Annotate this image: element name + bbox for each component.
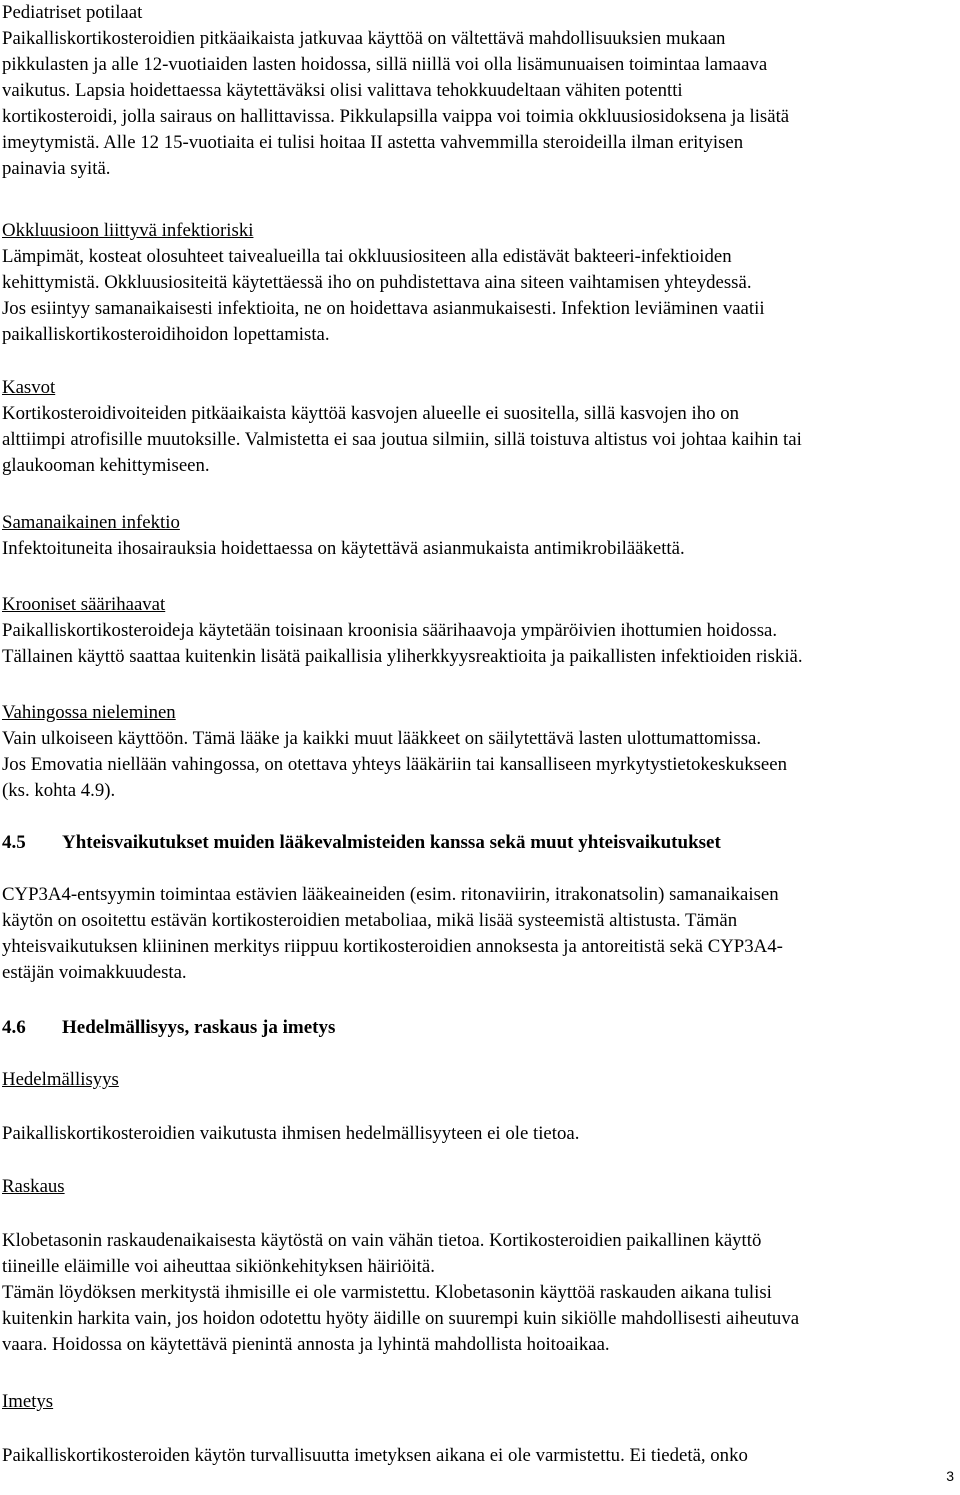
section-4-5-heading — [2, 830, 957, 856]
section-number: 4.5 — [2, 832, 26, 853]
body-line: kuitenkin harkita vain, jos hoidon odotettu hyöty äidille on suurempi kuin sikiölle mahdollisesti aiheutuva — [2, 1308, 800, 1329]
body-line: Lämpimät, kosteat olosuhteet taivealueilla tai okkluusiositeen alla edistävät bakteeri-infektioiden — [2, 246, 732, 267]
face-section — [2, 375, 957, 479]
section-title: Hedelmällisyys, raskaus ja imetys — [62, 1017, 336, 1038]
body-line: vaikutus. Lapsia hoidettaessa käytettäväksi olisi valittava tehokkuudeltaan vähiten potentti — [2, 80, 683, 101]
occlusion-section — [2, 218, 957, 348]
body-line: Kortikosteroidivoiteiden pitkäaikaista käyttöä kasvojen alueelle ei suositella, sillä kasvojen iho on — [2, 403, 739, 424]
body-line: paikalliskortikosteroidihoidon lopettamista. — [2, 324, 330, 345]
body-line: Paikalliskortikosteroideja käytetään toisinaan kroonisia säärihaavoja ympäröivien ihottumien hoidossa. — [2, 620, 778, 641]
body-line: CYP3A4-entsyymin toimintaa estävien lääkeaineiden (esim. ritonaviirin, itrakonatsolin) samanaikaisen — [2, 884, 779, 905]
body-line: vaara. Hoidossa on käytettävä pienintä annosta ja lyhintä mahdollista hoitoaikaa. — [2, 1334, 610, 1355]
body-line: estäjän voimakkuudesta. — [2, 962, 187, 983]
body-line: Tällainen käyttö saattaa kuitenkin lisätä paikallisia yliherkkyysreaktioita ja paikallisten infektioiden riskiä. — [2, 646, 803, 667]
concurrent-infection-heading: Samanaikainen infektio — [2, 512, 180, 533]
section-4-6-heading — [2, 1015, 957, 1041]
body-line: imeytymistä. Alle 12 15-vuotiaita ei tulisi hoitaa II astetta vahvemmilla steroideilla ilman erityisen — [2, 132, 744, 153]
body-line: alttiimpi atrofisille muutoksille. Valmistetta ei saa joutua silmiin, sillä toistuva altistus voi johtaa kaihin tai — [2, 429, 802, 450]
ingestion-section — [2, 700, 957, 804]
body-line: glaukooman kehittymiseen. — [2, 455, 210, 476]
face-heading: Kasvot — [2, 377, 56, 398]
pediatric-section — [2, 0, 957, 182]
pregnancy-heading: Raskaus — [2, 1176, 65, 1197]
lactation-section — [2, 1389, 957, 1415]
body-line: Vain ulkoiseen käyttöön. Tämä lääke ja kaikki muut lääkkeet on säilytettävä lasten ulottumattomissa. — [2, 728, 762, 749]
pediatric-heading: Pediatriset potilaat — [2, 2, 143, 23]
body-line: pikkulasten ja alle 12-vuotiaiden lasten hoidossa, sillä niillä voi olla lisämunuaisen toimintaa lamaava — [2, 54, 768, 75]
fertility-section — [2, 1067, 957, 1093]
body-line: Paikalliskortikosteroiden käytön turvallisuutta imetyksen aikana ei ole varmistettu. Ei tiedetä, onko — [2, 1445, 748, 1466]
lactation-heading: Imetys — [2, 1391, 54, 1412]
body-line: tiineille eläimille voi aiheuttaa sikiönkehityksen häiriöitä. — [2, 1256, 435, 1277]
occlusion-heading: Okkluusioon liittyvä infektioriski — [2, 220, 254, 241]
body-line: kortikosteroidi, jolla sairaus on hallittavissa. Pikkulapsilla vaippa voi toimia okkluusiosidoksena ja lisätä — [2, 106, 790, 127]
concurrent-infection-section — [2, 510, 957, 562]
fertility-body — [2, 1121, 957, 1147]
body-line: Paikalliskortikosteroidien vaikutusta ihmisen hedelmällisyyteen ei ole tietoa. — [2, 1123, 580, 1144]
body-line: Klobetasonin raskaudenaikaisesta käytöstä on vain vähän tietoa. Kortikosteroidien paikallinen käyttö — [2, 1230, 762, 1251]
body-line: yhteisvaikutuksen kliininen merkitys riippuu kortikosteroidien annoksesta ja antoreitistä sekä CYP3A4- — [2, 936, 783, 957]
leg-ulcer-heading: Krooniset säärihaavat — [2, 594, 166, 615]
body-line: Tämän löydöksen merkitystä ihmisille ei ole varmistettu. Klobetasonin käyttöä raskauden aikana tulisi — [2, 1282, 772, 1303]
body-line: painavia syitä. — [2, 158, 111, 179]
section-title: Yhteisvaikutukset muiden lääkevalmisteiden kanssa sekä muut yhteisvaikutukset — [62, 832, 721, 853]
pregnancy-section — [2, 1174, 957, 1200]
body-line: kehittymistä. Okkluusiositeitä käytettäessä iho on puhdistettava aina siteen vaihtamisen yhteydessä. — [2, 272, 752, 293]
leg-ulcer-section — [2, 592, 957, 670]
fertility-heading: Hedelmällisyys — [2, 1069, 119, 1090]
body-line: (ks. kohta 4.9). — [2, 780, 116, 801]
pregnancy-body — [2, 1228, 957, 1358]
body-line: Infektoituneita ihosairauksia hoidettaessa on käytettävä asianmukaista antimikrobilääkettä. — [2, 538, 685, 559]
body-line: käytön on osoitettu estävän kortikosteroidien metaboliaa, mikä lisää systeemistä altistusta. Tämän — [2, 910, 738, 931]
lactation-body — [2, 1443, 957, 1469]
body-line: Paikalliskortikosteroidien pitkäaikaista jatkuvaa käyttöä on vältettävä mahdollisuuksien mukaan — [2, 28, 726, 49]
page-number: 3 — [946, 1468, 954, 1484]
body-line: Jos Emovatia niellään vahingossa, on otettava yhteys lääkäriin tai kansalliseen myrkytystietokeskukseen — [2, 754, 787, 775]
ingestion-heading: Vahingossa nieleminen — [2, 702, 176, 723]
body-line: Jos esiintyy samanaikaisesti infektioita, ne on hoidettava asianmukaisesti. Infektion leviäminen vaatii — [2, 298, 765, 319]
section-number: 4.6 — [2, 1017, 26, 1038]
section-4-5-body — [2, 882, 957, 986]
